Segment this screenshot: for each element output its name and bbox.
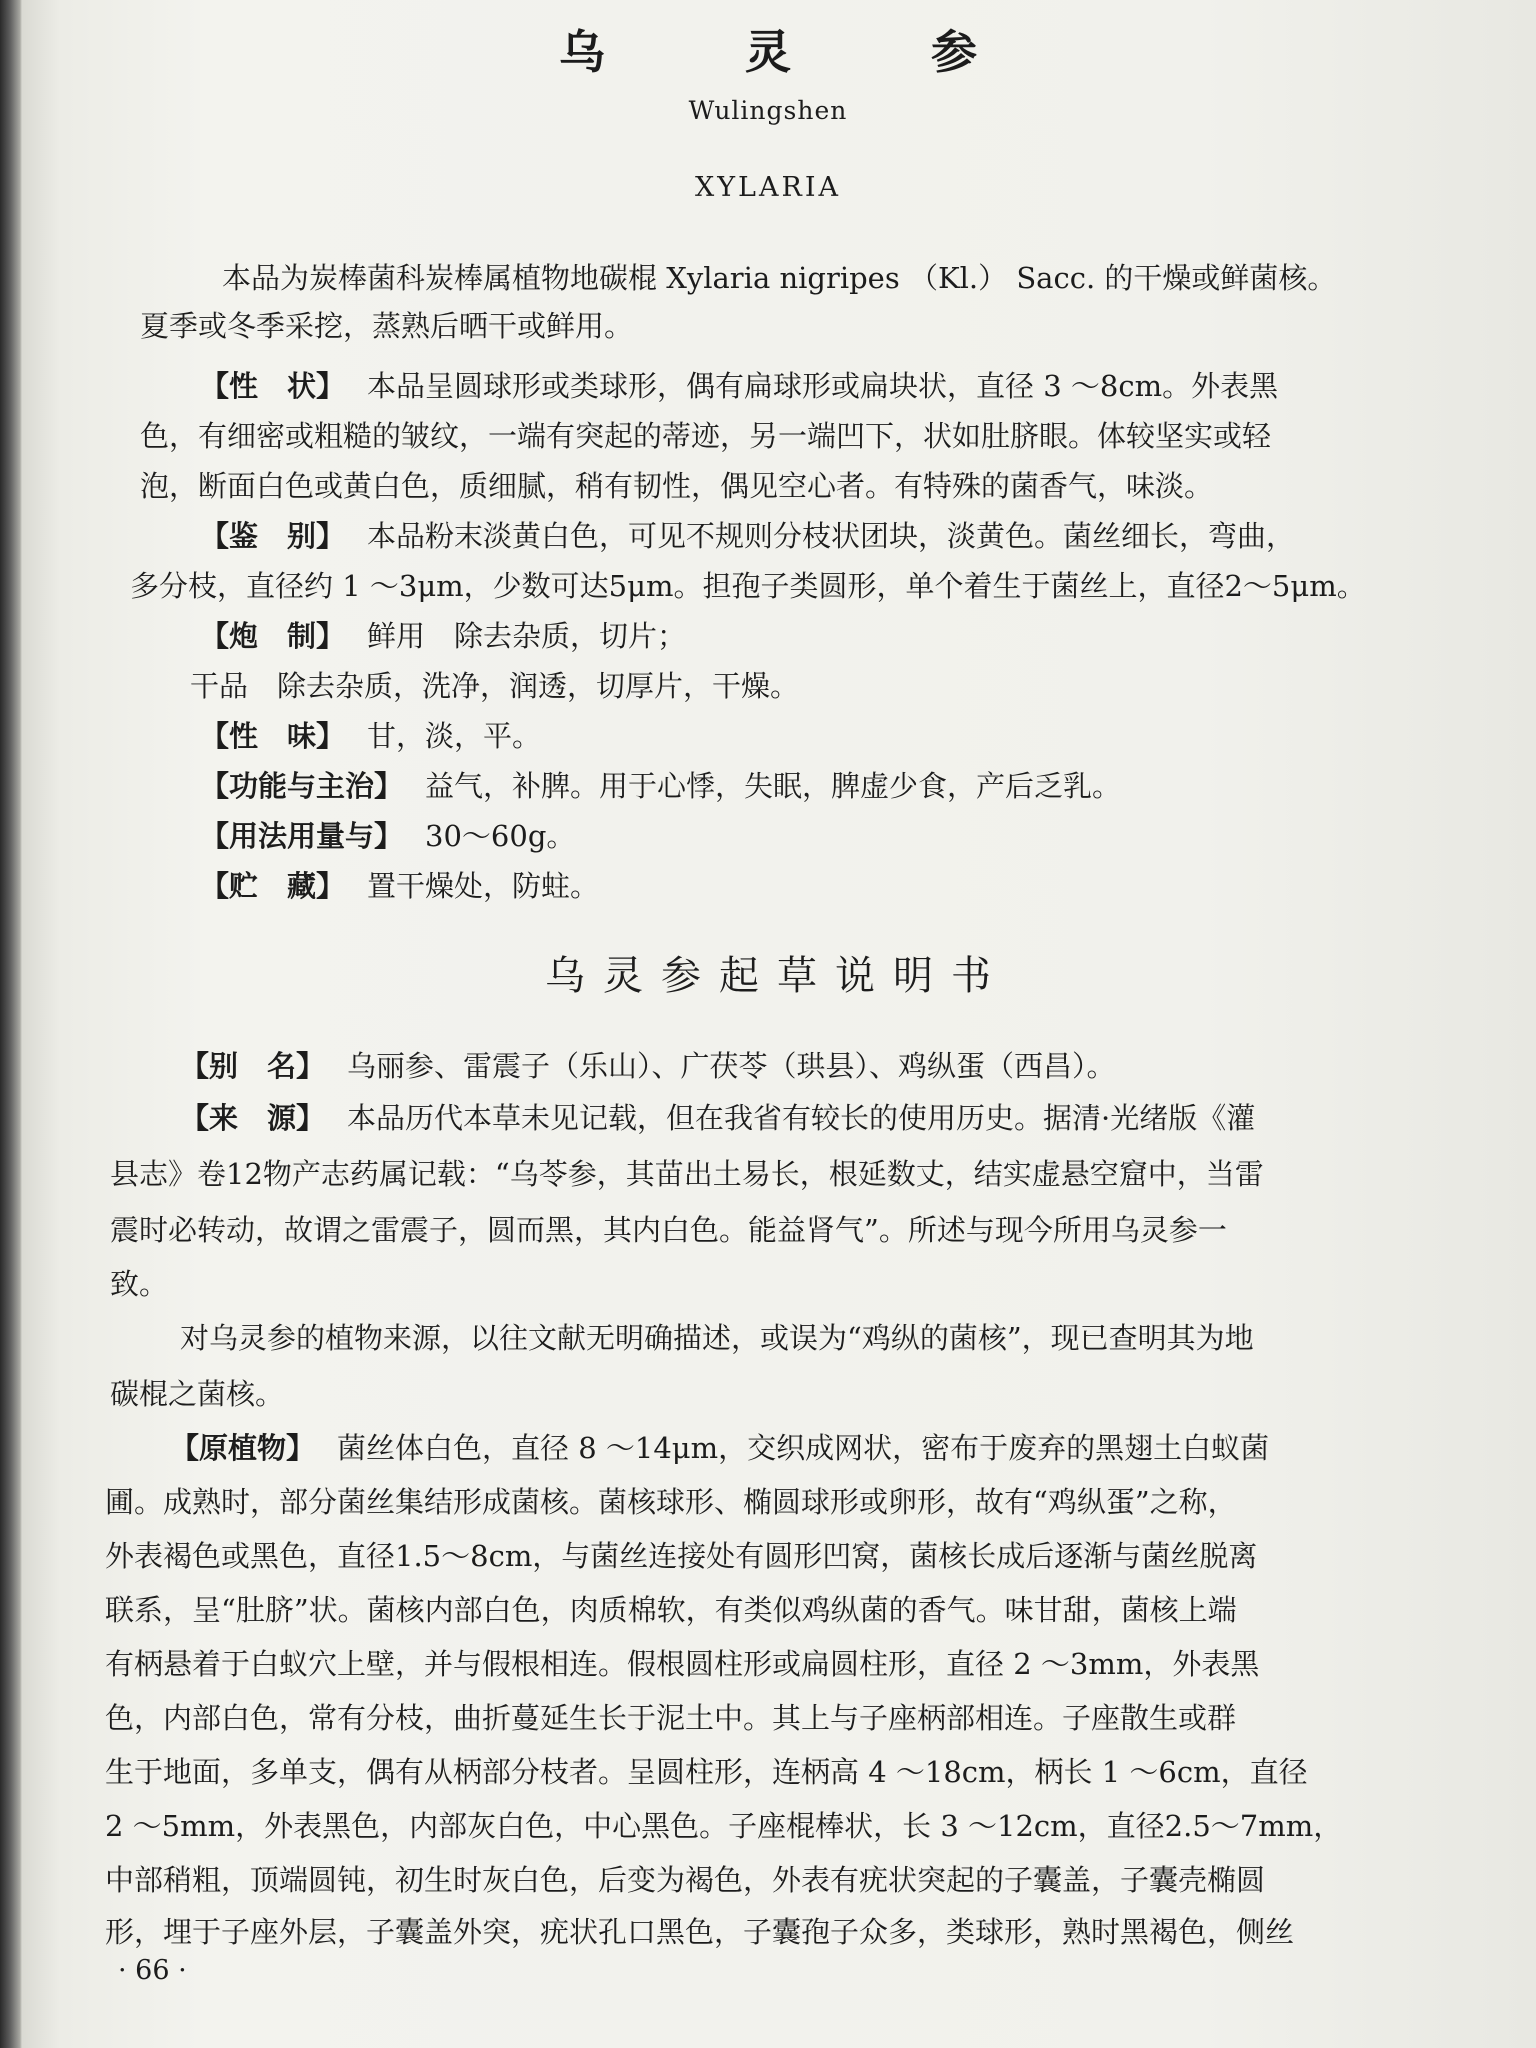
yuanzhiwu-label: 【原植物】 xyxy=(170,1431,316,1465)
yuanzhiwu-line-8: 2 ～5mm，外表黑色，内部灰白色，中心黑色。子座棍棒状，长 3 ～12cm，直径2.5～7mm， xyxy=(105,1809,1343,1843)
latin-name: XYLARIA xyxy=(695,172,841,203)
zhucang-label: 【贮 藏】 xyxy=(200,869,346,903)
paozhi-line-1 xyxy=(200,616,686,656)
page-title: 乌 灵 参 xyxy=(558,25,1040,79)
gongneng-label: 【功能与主治】 xyxy=(200,769,404,803)
laiyuan-text-1: 本品历代本草未见记载，但在我省有较长的使用历史。据清·光绪版《灌 xyxy=(347,1101,1256,1135)
yuanzhiwu-line-7: 生于地面，多单支，偶有从柄部分枝者。呈圆柱形，连柄高 4 ～18cm，柄长 1 ～6cm，直径 xyxy=(105,1755,1308,1789)
paozhi-text-1: 鲜用 除去杂质，切片； xyxy=(367,619,687,653)
laiyuan-line-1 xyxy=(180,1098,1255,1138)
xingzhuang-text-1: 本品呈圆球形或类球形，偶有扁球形或扁块状，直径 3 ～8cm。外表黑 xyxy=(367,369,1279,403)
page-number: · 66 · xyxy=(118,1955,187,1986)
xingzhuang-line-3: 泡，断面白色或黄白色，质细腻，稍有韧性，偶见空心者。有特殊的菌香气，味淡。 xyxy=(140,469,1214,503)
yongfa-label: 【用法用量与】 xyxy=(200,819,404,853)
yuanzhiwu-line-10: 形，埋于子座外层，子囊盖外突，疣状孔口黑色，子囊孢子众多，类球形，熟时黑褐色，侧丝 xyxy=(105,1915,1295,1949)
jianbie-text-1: 本品粉末淡黄白色，可见不规则分枝状团块，淡黄色。菌丝细长，弯曲， xyxy=(367,519,1296,553)
yuanzhiwu-line-9: 中部稍粗，顶端圆钝，初生时灰白色，后变为褐色，外表有疣状突起的子囊盖，子囊壳椭圆 xyxy=(105,1863,1266,1897)
laiyuan-line-4: 致。 xyxy=(110,1267,169,1301)
para2-line-1: 对乌灵参的植物来源，以往文献无明确描述，或误为“鸡纵的菌核”，现已查明其为地 xyxy=(180,1321,1254,1355)
gongneng-text: 益气，补脾。用于心悸，失眠，脾虚少食，产后乏乳。 xyxy=(425,769,1122,803)
xingzhuang-label: 【性 状】 xyxy=(200,369,346,403)
yuanzhiwu-line-1 xyxy=(170,1428,1269,1468)
book-spine-shadow xyxy=(0,0,22,2048)
yongfa-text: 30～60g。 xyxy=(425,819,576,853)
bieming-text: 乌丽参、雷震子（乐山）、广茯苓（珙县）、鸡纵蛋（西昌）。 xyxy=(347,1049,1116,1083)
yongfa-line xyxy=(200,816,575,856)
yuanzhiwu-line-4: 联系，呈“肚脐”状。菌核内部白色，肉质棉软，有类似鸡纵菌的香气。味甘甜，菌核上端 xyxy=(105,1593,1237,1627)
laiyuan-line-2: 县志》卷12物产志药属记载：“乌苓参，其苗出土易长，根延数丈，结实虚悬空窟中，当雷 xyxy=(110,1157,1264,1191)
zhucang-line xyxy=(200,866,599,906)
yuanzhiwu-line-2: 圃。成熟时，部分菌丝集结形成菌核。菌核球形、椭圆球形或卵形，故有“鸡纵蛋”之称， xyxy=(105,1485,1237,1519)
intro-line-1: 本品为炭棒菌科炭棒属植物地碳棍 Xylaria nigripes （Kl.） Sacc. 的干燥或鲜菌核。 xyxy=(222,261,1337,295)
xingzhuang-line-1 xyxy=(200,366,1278,406)
xingzhuang-line-2: 色，有细密或粗糙的皱纹，一端有突起的蒂迹，另一端凹下，状如肚脐眼。体较坚实或轻 xyxy=(140,419,1272,453)
yuanzhiwu-line-5: 有柄悬着于白蚁穴上壁，并与假根相连。假根圆柱形或扁圆柱形，直径 2 ～3mm，外表黑 xyxy=(105,1647,1260,1681)
yuanzhiwu-line-6: 色，内部白色，常有分枝，曲折蔓延生长于泥土中。其上与子座柄部相连。子座散生或群 xyxy=(105,1701,1237,1735)
paozhi-line-2: 干品 除去杂质，洗净，润透，切厚片，干燥。 xyxy=(190,669,800,703)
yuanzhiwu-line-3: 外表褐色或黑色，直径1.5～8cm，与菌丝连接处有圆形凹窝，菌核长成后逐渐与菌丝脱离 xyxy=(105,1539,1258,1573)
jianbie-line-2: 多分枝，直径约 1 ～3μm，少数可达5μm。担孢子类圆形，单个着生于菌丝上，直径2～5μm。 xyxy=(130,569,1366,603)
jianbie-line-1 xyxy=(200,516,1295,556)
paozhi-label: 【炮 制】 xyxy=(200,619,346,653)
gongneng-line xyxy=(200,766,1121,806)
laiyuan-label: 【来 源】 xyxy=(180,1101,326,1135)
bieming-line xyxy=(180,1046,1116,1086)
laiyuan-line-3: 震时必转动，故谓之雷震子，圆而黑，其内白色。能益肾气”。所述与现今所用乌灵参一 xyxy=(110,1213,1227,1247)
xingwei-label: 【性 味】 xyxy=(200,719,346,753)
yuanzhiwu-text-1: 菌丝体白色，直径 8 ～14μm，交织成网状，密布于废弃的黑翅土白蚁菌 xyxy=(337,1431,1270,1465)
para2-line-2: 碳棍之菌核。 xyxy=(110,1377,285,1411)
xingwei-text: 甘，淡，平。 xyxy=(367,719,542,753)
intro-line-2: 夏季或冬季采挖，蒸熟后晒干或鲜用。 xyxy=(140,309,634,343)
pinyin-name: Wulingshen xyxy=(688,96,848,125)
zhucang-text: 置干燥处，防蛀。 xyxy=(367,869,600,903)
bieming-label: 【别 名】 xyxy=(180,1049,326,1083)
section-title: 乌灵参起草说明书 xyxy=(545,953,1009,999)
xingwei-line xyxy=(200,716,541,756)
jianbie-label: 【鉴 别】 xyxy=(200,519,346,553)
